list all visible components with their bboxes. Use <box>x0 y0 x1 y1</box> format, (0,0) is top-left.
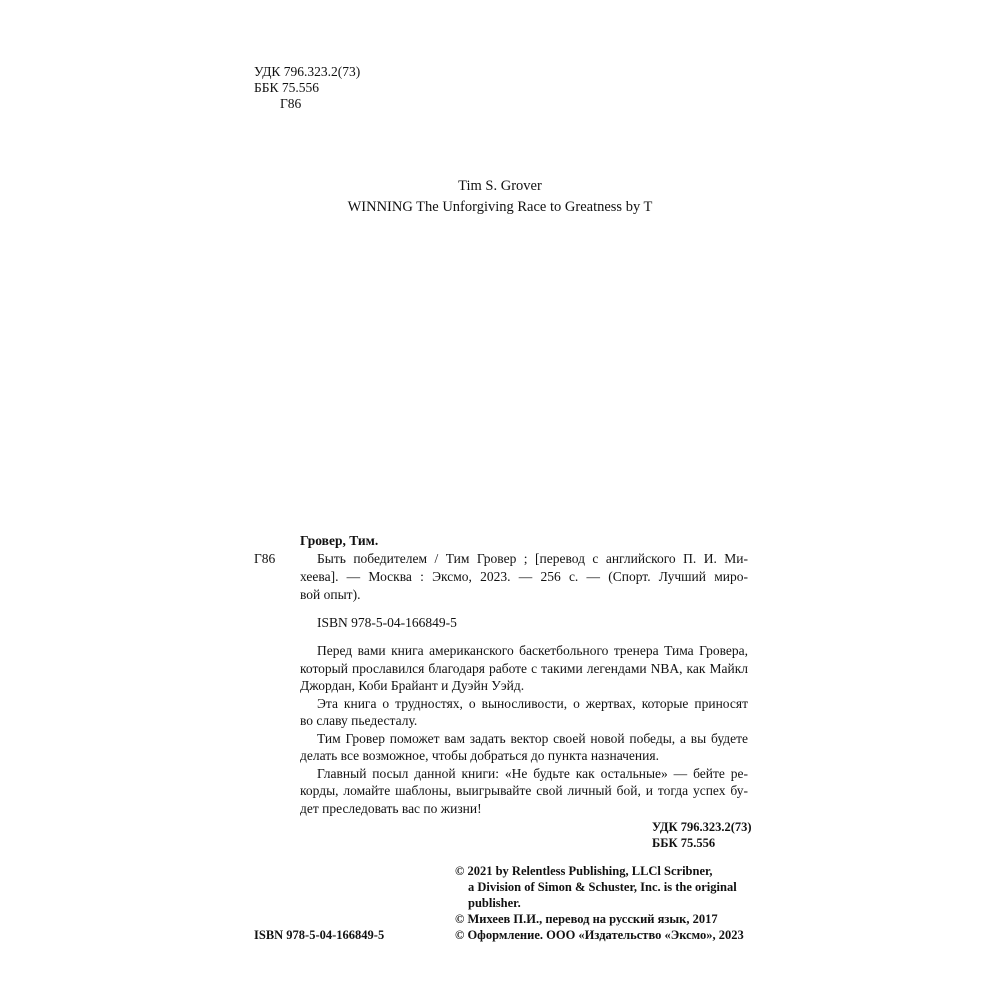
catalog-mark: Г86 <box>254 551 276 566</box>
udk-code-top: УДК 796.323.2(73) <box>254 64 361 79</box>
annotation-line: корды, ломайте шаблоны, выигрывайте свой личный бой, и тогда успех бу- <box>300 783 748 798</box>
annotation-line: во славу пьедесталу. <box>300 713 418 728</box>
copyright-line: © 2021 by Relentless Publishing, LLCl Scribner, <box>455 864 713 878</box>
annotation-line: Главный посыл данной книги: «Не будьте как остальные» — бейте ре- <box>317 766 748 781</box>
catalog-description-line: хеева]. — Москва : Эксмо, 2023. — 256 с. — (Спорт. Лучший миро- <box>300 569 748 584</box>
annotation-line: который прославился благодаря работе с такими легендами NBA, как Майкл <box>300 661 748 676</box>
original-title: WINNING The Unforgiving Race to Greatness by T <box>347 199 653 215</box>
catalog-description-line: Быть победителем / Тим Гровер ; [перевод с английского П. И. Ми- <box>317 551 748 566</box>
original-author: Tim S. Grover <box>458 178 542 194</box>
copyright-line: © Оформление. ООО «Издательство «Эксмо», 2023 <box>455 928 744 942</box>
copyright-line: © Михеев П.И., перевод на русский язык, 2017 <box>455 912 718 926</box>
annotation-line: Эта книга о трудностях, о выносливости, о жертвах, которые приносят <box>317 696 748 711</box>
annotation-line: Джордан, Коби Брайант и Дуэйн Уэйд. <box>300 678 525 693</box>
catalog-description-line: вой опыт). <box>300 587 361 602</box>
footer-isbn: ISBN 978-5-04-166849-5 <box>254 928 385 942</box>
annotation-line: Тим Гровер поможет вам задать вектор своей новой победы, а вы будете <box>317 731 748 746</box>
bbk-code-top: ББК 75.556 <box>254 80 320 95</box>
author-mark-top: Г86 <box>280 96 302 111</box>
catalog-udk: УДК 796.323.2(73) <box>652 820 752 834</box>
annotation-line: делать все возможное, чтобы добраться до пункта назначения. <box>300 748 659 763</box>
catalog-isbn: ISBN 978-5-04-166849-5 <box>317 615 457 630</box>
annotation-line: дет преследовать вас по жизни! <box>300 801 482 816</box>
annotation-line: Перед вами книга американского баскетбольного тренера Тима Гровера, <box>317 643 748 658</box>
copyright-line: publisher. <box>468 896 521 910</box>
catalog-bbk: ББК 75.556 <box>652 836 716 850</box>
copyright-line: a Division of Simon & Schuster, Inc. is the original <box>468 880 737 894</box>
catalog-author-heading: Гровер, Тим. <box>300 533 379 548</box>
